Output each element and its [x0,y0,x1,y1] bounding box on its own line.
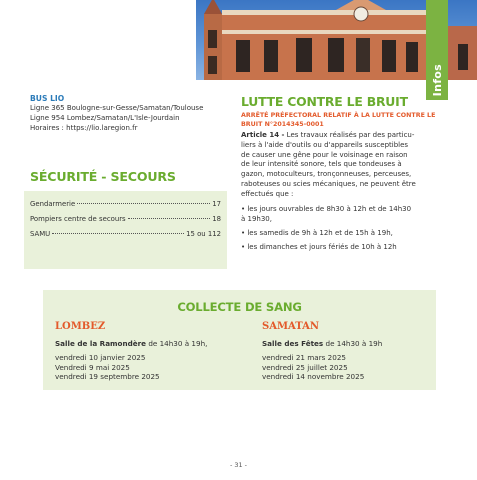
infos-tab-label: Infos [430,63,444,96]
lombez-details [55,339,245,382]
emergency-number: 18 [212,215,221,223]
samatan-venue: Salle des Fêtes [262,339,324,348]
article-line: de leur intensité sonore, tels que tondeuses à [241,160,402,169]
samatan-date: vendredi 21 mars 2025 [262,352,346,362]
samatan-hours: de 14h30 à 19h [323,339,383,348]
collecte-box [43,290,436,390]
emergency-label: SAMU [30,230,51,238]
samatan-details [262,339,432,382]
bruit-article [241,131,437,200]
lombez-date: Vendredi 9 mai 2025 [55,362,130,372]
lombez-venue-line [55,339,245,349]
bus-title: BUS LIO [30,94,65,103]
emergency-row-pompiers [30,215,221,223]
bus-line-365: Ligne 365 Boulogne-sur-Gesse/Samatan/Toulouse [30,104,204,112]
bullet-weekdays-cont: à 19h30, [241,215,272,223]
lombez-date: vendredi 10 janvier 2025 [55,352,146,362]
article-line: effectués que : [241,189,294,198]
lombez-venue: Salle de la Ramondère [55,339,147,348]
lombez-date: vendredi 19 septembre 2025 [55,372,160,382]
emergency-number: 15 ou 112 [186,230,221,238]
city-lombez: LOMBEZ [55,321,106,332]
article-label: Article 14 - [241,131,285,139]
bullet-saturdays: • les samedis de 9h à 12h et de 15h à 19h, [241,229,393,237]
securite-title: SÉCURITÉ - SECOURS [30,169,176,184]
article-line: de causer une gêne pour le voisinage en raison [241,150,408,159]
bullet-weekdays: • les jours ouvrables de 8h30 à 12h et de 14h30 [241,205,412,213]
emergency-row-samu [30,230,221,238]
bullet-sundays: • les dimanches et jours fériés de 10h à 12h [241,243,397,251]
bruit-subtitle [241,111,441,129]
securite-box [24,191,227,269]
dotted-leader [128,218,211,219]
emergency-row-gendarmerie [30,200,221,208]
dotted-leader [77,203,210,204]
samatan-date: vendredi 14 novembre 2025 [262,372,365,382]
samatan-venue-line [262,339,432,349]
bus-line-954: Ligne 954 Lombez/Samatan/L'Isle-Jourdain [30,114,180,122]
emergency-label: Pompiers centre de secours [30,215,126,223]
samatan-date: vendredi 25 juillet 2025 [262,362,348,372]
lombez-hours: de 14h30 à 19h, [146,339,208,348]
emergency-number: 17 [212,200,221,208]
page-number: - 31 - [229,461,248,469]
article-line: gazon, motoculteurs, tronçonneuses, perceuses, [241,170,412,179]
infos-tab [426,0,448,100]
bruit-subtitle-line: BRUIT N°2014345-0001 [241,121,324,128]
bus-timetable-link[interactable]: Horaires : https://lio.laregion.fr [30,124,138,132]
collecte-title: COLLECTE DE SANG [177,300,302,314]
article-line: raboteuses ou scies mécaniques, ne peuvent être [241,179,416,188]
dotted-leader [52,233,184,234]
city-samatan: SAMATAN [262,321,320,332]
emergency-label: Gendarmerie [30,200,76,208]
article-line: Article 14 - Les travaux réalisés par des particu- [241,131,415,139]
article-line: liers à l'aide d'outils ou d'appareils susceptibles [241,140,409,149]
bus-section [30,94,232,133]
bruit-subtitle-line: ARRÊTÉ PRÉFECTORAL RELATIF À LA LUTTE CONTRE LE [241,112,436,119]
bruit-title: LUTTE CONTRE LE BRUIT [241,94,408,109]
